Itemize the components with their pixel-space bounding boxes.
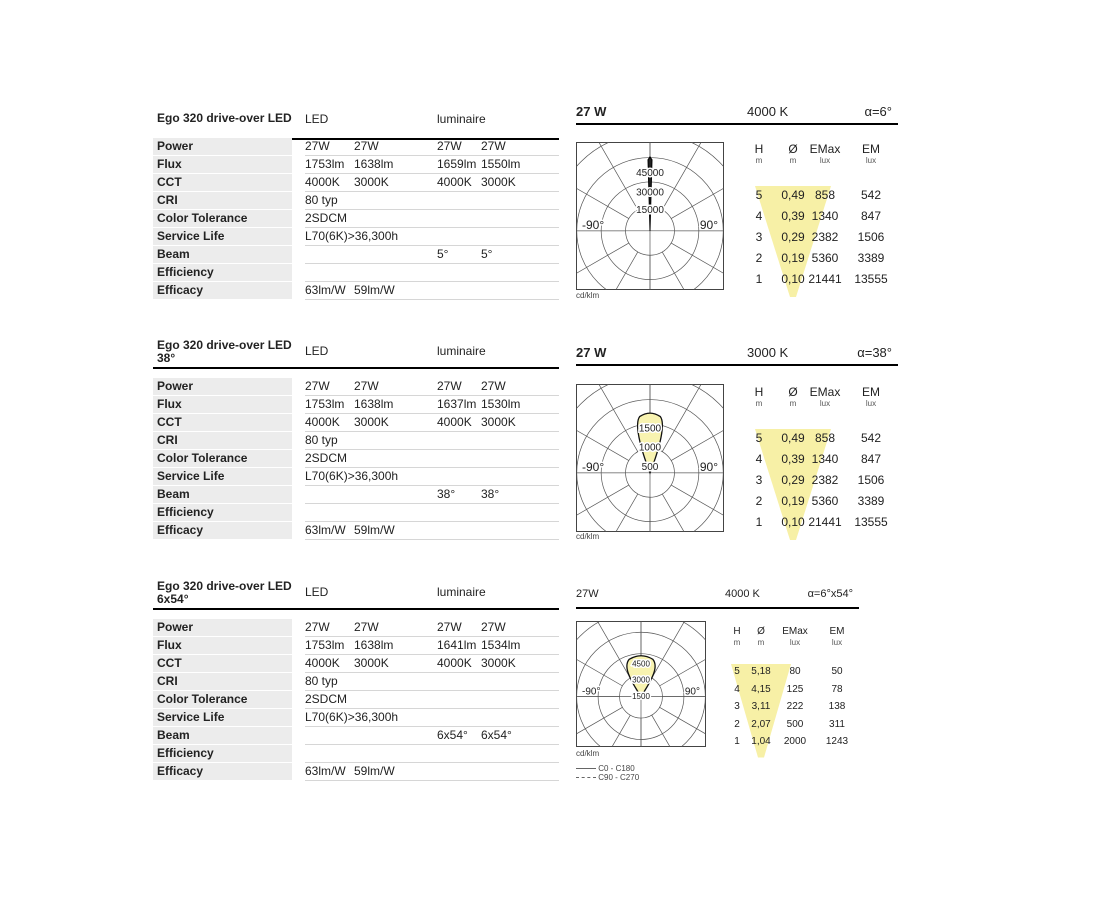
spec-row-label: Flux — [153, 396, 292, 413]
row-divider — [305, 780, 559, 781]
height-value: 2 — [734, 718, 740, 730]
table-cell: 3389 — [857, 494, 885, 508]
spec-header — [153, 337, 559, 369]
curve-value-label: 30000 — [636, 187, 664, 199]
cct-value: 4000 K — [725, 588, 760, 600]
column-unit: m — [755, 156, 763, 165]
spec-row — [153, 486, 559, 504]
spec-row-label: CRI — [153, 673, 292, 690]
spec-value: 59lm/W — [354, 764, 395, 778]
spec-row-label: Power — [153, 619, 292, 636]
spec-value: 1638lm — [354, 638, 394, 652]
spec-value: 5° — [437, 247, 449, 261]
legend-label-c90: C90 - C270 — [598, 773, 640, 782]
unit-label: cd/klm — [576, 749, 600, 758]
column-title: Ø — [757, 626, 765, 637]
spec-row — [153, 673, 559, 691]
table-cell: 21441 — [808, 515, 842, 529]
table-cell: 4,15 — [751, 683, 771, 695]
column-title: EMax — [809, 385, 841, 399]
column-unit: lux — [819, 399, 831, 408]
spec-row — [153, 174, 559, 192]
column-unit: lux — [865, 399, 877, 408]
table-cell: 3,11 — [751, 701, 771, 712]
table-cell: 13555 — [854, 515, 888, 529]
table-column-header — [851, 387, 891, 409]
product-name: Ego 320 drive-over LED 38° — [157, 338, 292, 365]
column-unit: lux — [831, 638, 843, 647]
spec-value: 1638lm — [354, 397, 394, 411]
right-angle-label: 90° — [699, 217, 718, 232]
spec-row-label: Efficacy — [153, 522, 292, 539]
table-cell: 78 — [831, 683, 843, 695]
spec-value: 4000K — [437, 656, 472, 670]
column-title: EMax — [809, 142, 841, 156]
spec-row — [153, 655, 559, 673]
spec-value: 3000K — [354, 415, 389, 429]
beam-angle-value: α=6° — [864, 104, 892, 119]
spec-header — [153, 108, 559, 140]
table-cell: 2382 — [811, 473, 839, 487]
cct-value: 3000 K — [747, 345, 789, 360]
spec-value: 27W — [354, 139, 379, 153]
spec-value: 27W — [481, 379, 506, 393]
spec-value: 4000K — [305, 656, 340, 670]
table-cell: 1506 — [857, 473, 885, 487]
spec-row — [153, 468, 559, 486]
spec-row-label: Efficacy — [153, 763, 292, 780]
table-cell: 0,29 — [781, 473, 805, 487]
column-title: EM — [862, 385, 880, 399]
column-title: H — [754, 142, 764, 156]
spec-value: 27W — [481, 139, 506, 153]
spec-row — [153, 691, 559, 709]
spec-value: 63lm/W — [305, 523, 346, 537]
table-cell: 50 — [831, 666, 843, 677]
table-cell: 0,49 — [781, 431, 805, 445]
height-value: 2 — [755, 251, 763, 265]
table-cell: 222 — [786, 701, 804, 712]
spec-value: 27W — [481, 620, 506, 634]
spec-row-label: Efficiency — [153, 504, 292, 521]
spec-value: 27W — [437, 139, 462, 153]
table-cell: 5,18 — [751, 666, 771, 677]
spec-row — [153, 504, 559, 522]
spec-row-label: Color Tolerance — [153, 450, 292, 467]
table-cell: 1506 — [857, 230, 885, 244]
table-column-header — [805, 387, 845, 409]
spec-value: 80 typ — [305, 193, 338, 207]
spec-value: 1550lm — [481, 157, 521, 171]
spec-row-label: CCT — [153, 174, 292, 191]
spec-value: 80 typ — [305, 674, 338, 688]
spec-value: 4000K — [305, 415, 340, 429]
table-cell: 0,49 — [781, 188, 805, 202]
table-cell: 21441 — [808, 272, 842, 286]
photometry-header — [576, 586, 859, 609]
table-column-header — [805, 144, 845, 166]
spec-value: 38° — [437, 487, 456, 501]
column-unit: lux — [789, 638, 801, 647]
table-cell: 2382 — [811, 230, 839, 244]
row-divider — [305, 299, 559, 300]
height-value: 4 — [755, 209, 763, 223]
spec-row-label: Flux — [153, 637, 292, 654]
column-unit: m — [733, 638, 741, 647]
table-cell: 2000 — [783, 736, 807, 747]
spec-value: 2SDCM — [305, 451, 348, 465]
spec-row-label: Power — [153, 378, 292, 395]
table-column-header — [851, 144, 891, 166]
spec-value: 1637lm — [437, 397, 477, 411]
table-cell: 1,04 — [751, 736, 771, 747]
column-title: H — [733, 626, 741, 637]
spec-value: 3000K — [354, 656, 389, 670]
table-cell: 0,29 — [781, 230, 805, 244]
column-title: EM — [862, 142, 880, 156]
spec-row-label: Beam — [153, 246, 292, 263]
spec-row — [153, 228, 559, 246]
column-unit: lux — [865, 156, 877, 165]
spec-row — [153, 378, 559, 396]
height-value: 4 — [734, 683, 740, 695]
table-cell: 0,19 — [781, 494, 805, 508]
table-cell: 2,07 — [751, 718, 771, 730]
spec-row — [153, 414, 559, 432]
table-cell: 500 — [786, 718, 804, 730]
curve-value-label: 4500 — [632, 659, 650, 669]
spec-row-label: Color Tolerance — [153, 210, 292, 227]
spec-value: 3000K — [481, 415, 516, 429]
spec-row — [153, 282, 559, 300]
height-value: 1 — [755, 272, 763, 286]
table-cell: 80 — [789, 666, 801, 677]
spec-row — [153, 619, 559, 637]
spec-row — [153, 246, 559, 264]
spec-value: 4000K — [437, 415, 472, 429]
table-cell: 13555 — [854, 272, 888, 286]
table-cell: 0,39 — [781, 452, 805, 466]
spec-value: 38° — [481, 487, 500, 501]
spec-value: 1753lm — [305, 157, 345, 171]
power-value: 27W — [576, 588, 599, 600]
row-divider — [305, 539, 559, 540]
spec-value: 27W — [305, 379, 330, 393]
table-cell: 0,19 — [781, 251, 805, 265]
curve-value-label: 500 — [641, 461, 659, 473]
spec-row — [153, 709, 559, 727]
legend-label-c0: C0 - C180 — [598, 764, 635, 773]
spec-row-label: CRI — [153, 432, 292, 449]
spec-value: 27W — [305, 620, 330, 634]
table-cell: 1340 — [811, 209, 839, 223]
column-unit: m — [789, 156, 797, 165]
left-angle-label: -90° — [582, 686, 601, 698]
product-name: Ego 320 drive-over LED — [157, 111, 292, 125]
curve-value-label: 15000 — [636, 205, 664, 217]
unit-label: cd/klm — [576, 532, 600, 541]
spec-row-label: Flux — [153, 156, 292, 173]
spec-row-label: Efficacy — [153, 282, 292, 299]
spec-value: 63lm/W — [305, 764, 346, 778]
spec-value: 63lm/W — [305, 283, 346, 297]
height-value: 3 — [734, 701, 740, 712]
spec-value: 1530lm — [481, 397, 521, 411]
column-unit: m — [755, 399, 763, 408]
spec-table — [153, 138, 559, 300]
table-cell: 542 — [860, 431, 882, 445]
power-value: 27 W — [576, 345, 607, 360]
height-value: 5 — [755, 188, 763, 202]
column-title: Ø — [788, 385, 798, 399]
spec-row — [153, 745, 559, 763]
spec-row — [153, 763, 559, 781]
spec-row — [153, 396, 559, 414]
spec-row-label: CCT — [153, 414, 292, 431]
table-cell: 847 — [860, 452, 882, 466]
spec-row-label: CCT — [153, 655, 292, 672]
height-value: 3 — [755, 230, 763, 244]
spec-value: 2SDCM — [305, 211, 348, 225]
curve-value-label: 1500 — [638, 423, 662, 435]
spec-row-label: Beam — [153, 727, 292, 744]
spec-value: 1641lm — [437, 638, 477, 652]
curve-value-label: 1500 — [632, 692, 650, 702]
height-value: 1 — [734, 736, 740, 747]
spec-value: 27W — [437, 620, 462, 634]
table-cell: 311 — [829, 718, 845, 730]
height-value: 2 — [755, 494, 763, 508]
spec-row — [153, 727, 559, 745]
spec-value: 80 typ — [305, 433, 338, 447]
table-cell: 0,39 — [781, 209, 805, 223]
spec-row-label: Color Tolerance — [153, 691, 292, 708]
curve-value-label: 1000 — [638, 442, 662, 454]
spec-value: 27W — [354, 379, 379, 393]
spec-value: 27W — [437, 379, 462, 393]
product-section-1 — [153, 104, 903, 308]
spec-row — [153, 156, 559, 174]
spec-row — [153, 637, 559, 655]
table-cell: 3389 — [857, 251, 885, 265]
product-section-2 — [153, 337, 903, 547]
table-cell: 542 — [860, 188, 882, 202]
spec-row — [153, 450, 559, 468]
spec-value: 1638lm — [354, 157, 394, 171]
spec-row — [153, 192, 559, 210]
height-value: 3 — [755, 473, 763, 487]
right-angle-label: 90° — [699, 459, 718, 474]
table-cell: 858 — [814, 431, 836, 445]
height-value: 4 — [755, 452, 763, 466]
column-title: Ø — [788, 142, 798, 156]
spec-row — [153, 264, 559, 282]
spec-header — [153, 578, 559, 610]
curve-value-label: 3000 — [632, 675, 650, 685]
spec-row-label: Efficiency — [153, 745, 292, 762]
table-cell: 1340 — [811, 452, 839, 466]
table-column-header — [775, 626, 815, 648]
spec-value: 1534lm — [481, 638, 521, 652]
spec-value: 4000K — [437, 175, 472, 189]
spec-value: L70(6K)>36,300h — [305, 469, 399, 483]
spec-value: 3000K — [481, 175, 516, 189]
spec-value: 27W — [354, 620, 379, 634]
cct-value: 4000 K — [747, 104, 789, 119]
column-unit: m — [789, 399, 797, 408]
column-title: H — [754, 385, 764, 399]
luminaire-column-header: luminaire — [437, 585, 486, 599]
spec-value: 1753lm — [305, 638, 345, 652]
spec-row — [153, 138, 559, 156]
spec-row-label: Service Life — [153, 468, 292, 485]
column-title: EM — [829, 626, 845, 637]
spec-table — [153, 619, 559, 781]
beam-angle-value: α=6°x54° — [807, 588, 853, 600]
spec-value: 6x54° — [437, 728, 468, 742]
spec-value: 59lm/W — [354, 523, 395, 537]
led-column-header: LED — [305, 344, 329, 358]
spec-value: 3000K — [481, 656, 516, 670]
spec-value: 4000K — [305, 175, 340, 189]
spec-row-label: Service Life — [153, 228, 292, 245]
spec-value: L70(6K)>36,300h — [305, 229, 399, 243]
spec-row — [153, 210, 559, 228]
spec-value: 1753lm — [305, 397, 345, 411]
table-cell: 5360 — [811, 251, 839, 265]
table-column-header — [817, 626, 857, 648]
spec-table — [153, 378, 559, 540]
spec-row-label: Efficiency — [153, 264, 292, 281]
spec-row-label: Power — [153, 138, 292, 155]
spec-value: 3000K — [354, 175, 389, 189]
photometry-header — [576, 343, 898, 366]
legend-item-c90 — [576, 773, 639, 782]
polar-diagram — [576, 142, 724, 290]
spec-row-label: Service Life — [153, 709, 292, 726]
column-unit: m — [757, 638, 765, 647]
table-cell: 138 — [828, 701, 846, 712]
column-unit: lux — [819, 156, 831, 165]
table-cell: 125 — [786, 683, 804, 695]
product-section-3 — [153, 578, 903, 788]
table-cell: 1243 — [825, 736, 849, 747]
spec-row-label: Beam — [153, 486, 292, 503]
photometry-header — [576, 102, 898, 125]
column-title: EMax — [782, 626, 808, 637]
luminaire-column-header: luminaire — [437, 112, 486, 126]
beam-angle-value: α=38° — [857, 345, 892, 360]
spec-value: 59lm/W — [354, 283, 395, 297]
table-cell: 0,10 — [781, 515, 805, 529]
luminaire-column-header: luminaire — [437, 344, 486, 358]
spec-value: L70(6K)>36,300h — [305, 710, 399, 724]
right-angle-label: 90° — [684, 686, 700, 698]
table-cell: 847 — [860, 209, 882, 223]
height-value: 5 — [734, 666, 740, 677]
spec-value: 1659lm — [437, 157, 477, 171]
curve-legend — [576, 764, 639, 782]
polar-diagram — [576, 621, 706, 747]
unit-label: cd/klm — [576, 291, 600, 300]
table-cell: 858 — [814, 188, 836, 202]
polar-diagram — [576, 384, 724, 532]
spec-value: 5° — [481, 247, 493, 261]
legend-item-c0 — [576, 764, 639, 773]
height-value: 5 — [755, 431, 763, 445]
table-cell: 5360 — [811, 494, 839, 508]
spec-row-label: CRI — [153, 192, 292, 209]
table-cell: 0,10 — [781, 272, 805, 286]
led-column-header: LED — [305, 112, 329, 126]
curve-value-label: 45000 — [636, 168, 664, 180]
height-value: 1 — [755, 515, 763, 529]
left-angle-label: -90° — [582, 459, 605, 474]
spec-value: 6x54° — [481, 728, 512, 742]
spec-row — [153, 432, 559, 450]
spec-value: 2SDCM — [305, 692, 348, 706]
led-column-header: LED — [305, 585, 329, 599]
left-angle-label: -90° — [582, 217, 605, 232]
power-value: 27 W — [576, 104, 607, 119]
product-name: Ego 320 drive-over LED 6x54° — [157, 579, 292, 606]
spec-value: 27W — [305, 139, 330, 153]
spec-row — [153, 522, 559, 540]
